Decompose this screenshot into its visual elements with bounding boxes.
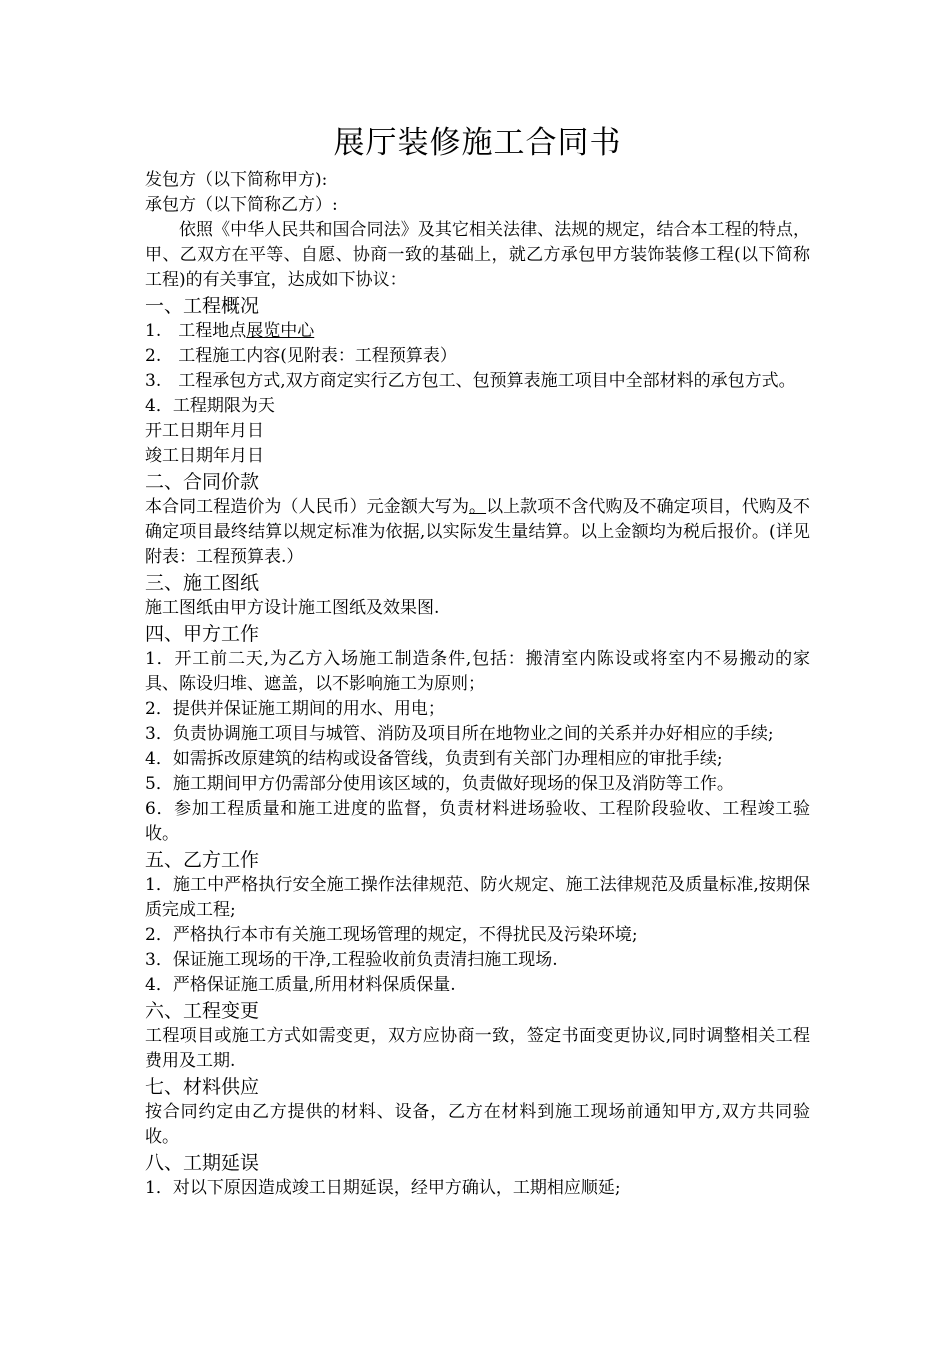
section-6-heading: 六、工程变更 [145,1000,260,1022]
s4-item: 5．施工期间甲方仍需部分使用该区域的，负责做好现场的保卫及消防等工作。 [145,774,734,794]
section-5-heading: 五、乙方工作 [145,849,260,871]
s4-item: 1．开工前二天,为乙方入场施工制造条件,包括：搬清室内陈设或将室内不易搬动的家具、陈设归堆、遮盖，以不影响施工为原则； [145,649,810,694]
start-date-line: 开工日期年月日 [145,421,264,441]
s8-item-1: 1．对以下原因造成竣工日期延误，经甲方确认，工期相应顺延; [145,1178,621,1198]
s5-item: 4．严格保证施工质量,所用材料保质保量. [145,975,456,995]
document-title: 展厅装修施工合同书 [333,125,622,161]
project-location: 展览中心 [246,321,315,341]
s1-item-1 [145,319,810,344]
s1-item-4: 4．工程期限为天 [145,396,275,416]
s4-item: 2．提供并保证施工期间的用水、用电； [145,699,445,719]
s7-paragraph: 按合同约定由乙方提供的材料、设备，乙方在材料到施工现场前通知甲方,双方共同验收。 [145,1102,810,1147]
section-2-heading: 二、合同价款 [145,471,260,493]
contract-body [145,120,810,1201]
s4-item: 6．参加工程质量和施工进度的监督，负责材料进场验收、工程阶段验收、工程竣工验收。 [145,799,810,844]
amount-blank: 。 [469,497,487,517]
section-3-heading: 三、施工图纸 [145,572,260,594]
section-7-heading: 七、材料供应 [145,1076,260,1098]
s5-item: 1．施工中严格执行安全施工操作法律规范、防火规定、施工法律规范及质量标准,按期保质完成工程; [145,875,810,920]
s4-item: 3．负责协调施工项目与城管、消防及项目所在地物业之间的关系并办好相应的手续; [145,724,774,744]
party-b-line: 承包方（以下简称乙方）: [145,195,338,215]
party-a-line: 发包方（以下简称甲方): [145,170,328,190]
section-1-heading: 一、工程概况 [145,295,260,317]
s2-text-before: 本合同工程造价为（人民币）元金额大写为 [145,497,469,517]
s1-item-2: 2. 工程施工内容(见附表：工程预算表） [145,346,457,366]
s1-item-3: 3. 工程承包方式,双方商定实行乙方包工、包预算表施工项目中全部材料的承包方式。 [145,371,796,391]
s2-paragraph [145,495,810,570]
section-4-heading: 四、甲方工作 [145,623,260,645]
end-date-line: 竣工日期年月日 [145,446,264,466]
s6-paragraph: 工程项目或施工方式如需变更，双方应协商一致，签定书面变更协议,同时调整相关工程费用及工期. [145,1026,810,1071]
s4-item: 4．如需拆改原建筑的结构或设备管线，负责到有关部门办理相应的审批手续; [145,749,723,769]
section-8-heading: 八、工期延误 [145,1152,260,1174]
s1-item-1-prefix: 1. 工程地点 [145,321,247,341]
intro-paragraph: 依照《中华人民共和国合同法》及其它相关法律、法规的规定，结合本工程的特点，甲、乙双方在平等、自愿、协商一致的基础上，就乙方承包甲方装饰装修工程(以下简称工程)的有关事宜，达成如下协议： [145,220,810,290]
s5-item: 2．严格执行本市有关施工现场管理的规定，不得扰民及污染环境; [145,925,638,945]
s2-text-after: 以上款项不含代购及不确定项目，代购及不确定项目最终结算以规定标准为依据,以实际发生量结算。以上金额均为税后报价。(详见附表：工程预算表.） [145,497,811,567]
s3-paragraph: 施工图纸由甲方设计施工图纸及效果图. [145,598,440,618]
s5-item: 3．保证施工现场的干净,工程验收前负责清扫施工现场. [145,950,558,970]
